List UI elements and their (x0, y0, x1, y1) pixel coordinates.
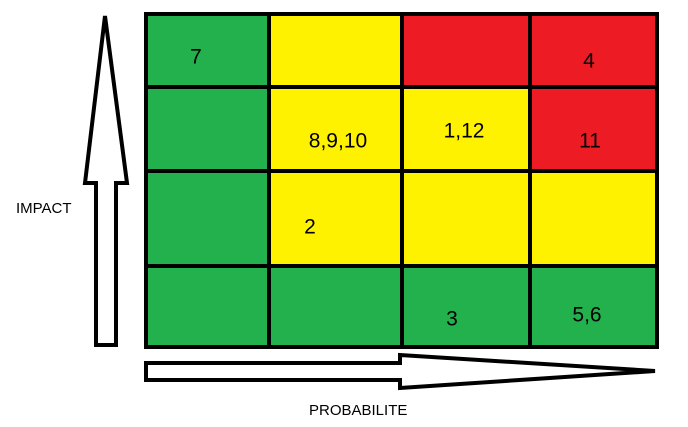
cell-label-r4-c3: 3 (446, 307, 458, 331)
matrix-cell-r4-c3 (402, 266, 530, 347)
cell-label-r2-c3: 1,12 (443, 119, 485, 143)
matrix-cell-r1-c1 (146, 14, 269, 87)
matrix-cell-r3-c4 (530, 171, 657, 266)
impact-arrow-icon (85, 16, 127, 345)
impact-axis-label: IMPACT (16, 200, 72, 217)
cell-label-r2-c2: 8,9,10 (308, 129, 368, 153)
matrix-cell-r3-c2 (269, 171, 402, 266)
matrix-cell-r2-c1 (146, 87, 269, 171)
matrix-cell-r3-c1 (146, 171, 269, 266)
cell-label-r1-c4: 4 (583, 49, 595, 73)
probability-axis-label: PROBABILITE (309, 402, 408, 419)
matrix-cell-r1-c2 (269, 14, 402, 87)
cell-label-r4-c4: 5,6 (572, 303, 602, 327)
matrix-cell-r3-c3 (402, 171, 530, 266)
matrix-cell-r4-c1 (146, 266, 269, 347)
cell-label-r2-c4: 11 (579, 129, 601, 153)
cell-label-r3-c2: 2 (304, 215, 316, 239)
matrix-cell-r1-c3 (402, 14, 530, 87)
probability-arrow-icon (146, 355, 655, 388)
cell-label-r1-c1: 7 (190, 45, 202, 69)
matrix-cell-r4-c2 (269, 266, 402, 347)
